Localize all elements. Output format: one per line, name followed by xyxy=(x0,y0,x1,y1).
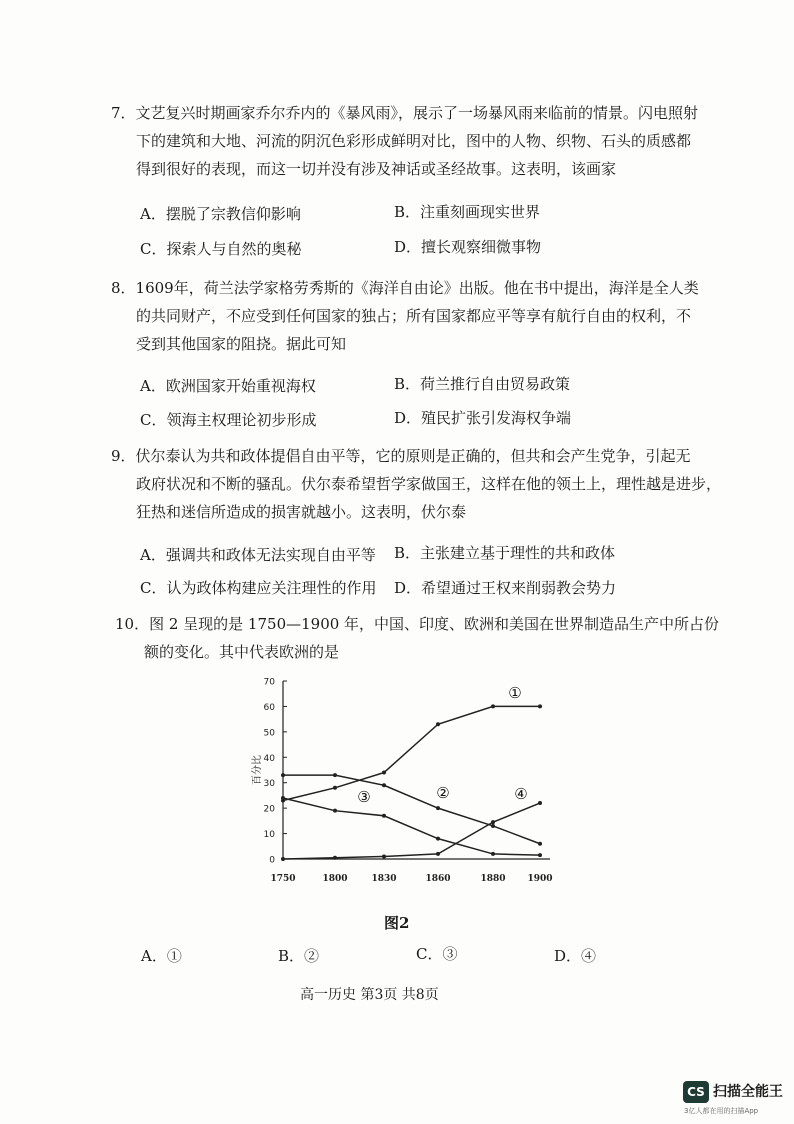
data-point xyxy=(382,814,386,818)
data-point xyxy=(333,773,337,777)
y-tick-label: 10 xyxy=(263,830,275,841)
data-point xyxy=(538,704,542,708)
scanner-logo-icon: CS xyxy=(683,1081,709,1103)
series-label: ② xyxy=(436,784,450,802)
data-point xyxy=(333,809,337,813)
question-9-stem-line-2: 政府状况和不断的骚乱。伏尔泰希望哲学家做国王，这样在他的领土上，理性越是进步， xyxy=(136,475,722,493)
question-7-option-d: D．擅长观察细微事物 xyxy=(394,238,542,256)
question-10-option-c: C．③ xyxy=(416,945,458,963)
question-9-option-b: B．主张建立基于理性的共和政体 xyxy=(394,544,616,562)
question-7-option-b: B．注重刻画现实世界 xyxy=(394,203,541,221)
data-point xyxy=(436,806,440,810)
question-8-option-b: B．荷兰推行自由贸易政策 xyxy=(394,375,571,393)
data-point xyxy=(436,852,440,856)
x-tick-label: 1880 xyxy=(480,874,506,884)
x-tick-label: 1900 xyxy=(527,874,553,884)
series-line xyxy=(283,798,540,855)
x-tick-label: 1860 xyxy=(425,874,451,884)
question-10-stem-line-2: 额的变化。其中代表欧洲的是 xyxy=(144,643,340,661)
page-footer: 高一历史 第3页 共8页 xyxy=(300,987,439,1003)
series-line xyxy=(283,706,540,800)
x-tick-label: 1800 xyxy=(322,874,348,884)
data-point xyxy=(382,771,386,775)
question-10-option-a: A．① xyxy=(141,947,182,965)
question-10-option-b: B．② xyxy=(278,947,320,965)
scanner-app-name: 扫描全能王 xyxy=(713,1084,783,1100)
data-point xyxy=(382,854,386,858)
question-8-stem-line-2: 的共同财产，不应受到任何国家的独占；所有国家都应平等享有航行自由的权利，不 xyxy=(136,307,692,325)
data-point xyxy=(491,852,495,856)
series-label: ① xyxy=(508,684,522,702)
data-point xyxy=(491,824,495,828)
y-tick-label: 60 xyxy=(263,702,275,713)
question-8 xyxy=(111,274,699,358)
question-9-stem-line-1: 9．伏尔泰认为共和政体提倡自由平等，它的原则是正确的，但共和会产生党争，引起无 xyxy=(111,447,691,465)
question-9-option-d: D．希望通过王权来削弱教会势力 xyxy=(394,579,617,597)
question-8-stem-line-3: 受到其他国家的阻挠。据此可知 xyxy=(136,335,347,353)
question-9-option-a: A．强调共和政体无法实现自由平等 xyxy=(140,546,376,564)
question-7-option-c: C．探索人与自然的奥秘 xyxy=(140,240,302,258)
share-line-chart xyxy=(250,672,570,887)
y-tick-label: 20 xyxy=(263,804,275,815)
data-point xyxy=(538,842,542,846)
data-point xyxy=(281,773,285,777)
question-7-stem-line-1: 7．文艺复兴时期画家乔尔乔内的《暴风雨》，展示了一场暴风雨来临前的情景。闪电照射 xyxy=(111,104,699,122)
data-point xyxy=(281,796,285,800)
y-tick-label: 40 xyxy=(263,753,275,764)
question-10 xyxy=(115,610,719,666)
data-point xyxy=(382,783,386,787)
series-label: ④ xyxy=(514,785,528,803)
question-9-option-c: C．认为政体构建应关注理性的作用 xyxy=(140,579,377,597)
data-point xyxy=(436,837,440,841)
question-10-option-d: D．④ xyxy=(554,947,597,965)
data-point xyxy=(436,722,440,726)
data-point xyxy=(491,704,495,708)
question-8-option-c: C．领海主权理论初步形成 xyxy=(140,411,317,429)
data-point xyxy=(281,857,285,861)
y-tick-label: 50 xyxy=(263,728,275,739)
question-7-option-a: A．摆脱了宗教信仰影响 xyxy=(140,205,301,223)
figure-caption: 图2 xyxy=(384,914,410,932)
question-9 xyxy=(111,442,721,526)
question-7-stem-line-2: 下的建筑和大地、河流的阴沉色彩形成鲜明对比，图中的人物、织物、石头的质感都 xyxy=(136,132,692,150)
x-tick-label: 1750 xyxy=(270,874,296,884)
data-point xyxy=(333,856,337,860)
series-line xyxy=(283,803,540,859)
question-9-stem-line-3: 狂热和迷信所造成的损害就越小。这表明，伏尔泰 xyxy=(136,503,467,521)
y-tick-label: 0 xyxy=(269,855,275,866)
series-label: ③ xyxy=(357,788,371,806)
y-tick-label: 30 xyxy=(263,779,275,790)
series-line xyxy=(283,775,540,844)
question-8-stem-line-1: 8．1609年，荷兰法学家格劳秀斯的《海洋自由论》出版。他在书中提出，海洋是全人类 xyxy=(111,279,699,297)
question-8-option-d: D．殖民扩张引发海权争端 xyxy=(394,409,572,427)
data-point xyxy=(333,786,337,790)
x-tick-label: 1830 xyxy=(371,874,397,884)
question-10-stem-line-1: 10．图 2 呈现的是 1750—1900 年，中国、印度、欧洲和美国在世界制造品生产中所占份 xyxy=(115,615,720,633)
question-7-stem-line-3: 得到很好的表现，而这一切并没有涉及神话或圣经故事。这表明，该画家 xyxy=(136,160,617,178)
data-point xyxy=(491,820,495,824)
question-7 xyxy=(111,99,698,183)
y-axis-label: 百分比 xyxy=(252,755,263,785)
scanner-tagline: 3亿人都在用的扫描App xyxy=(684,1107,759,1115)
question-8-option-a: A．欧洲国家开始重视海权 xyxy=(140,377,316,395)
y-tick-label: 70 xyxy=(263,677,275,688)
data-point xyxy=(538,853,542,857)
data-point xyxy=(538,801,542,805)
